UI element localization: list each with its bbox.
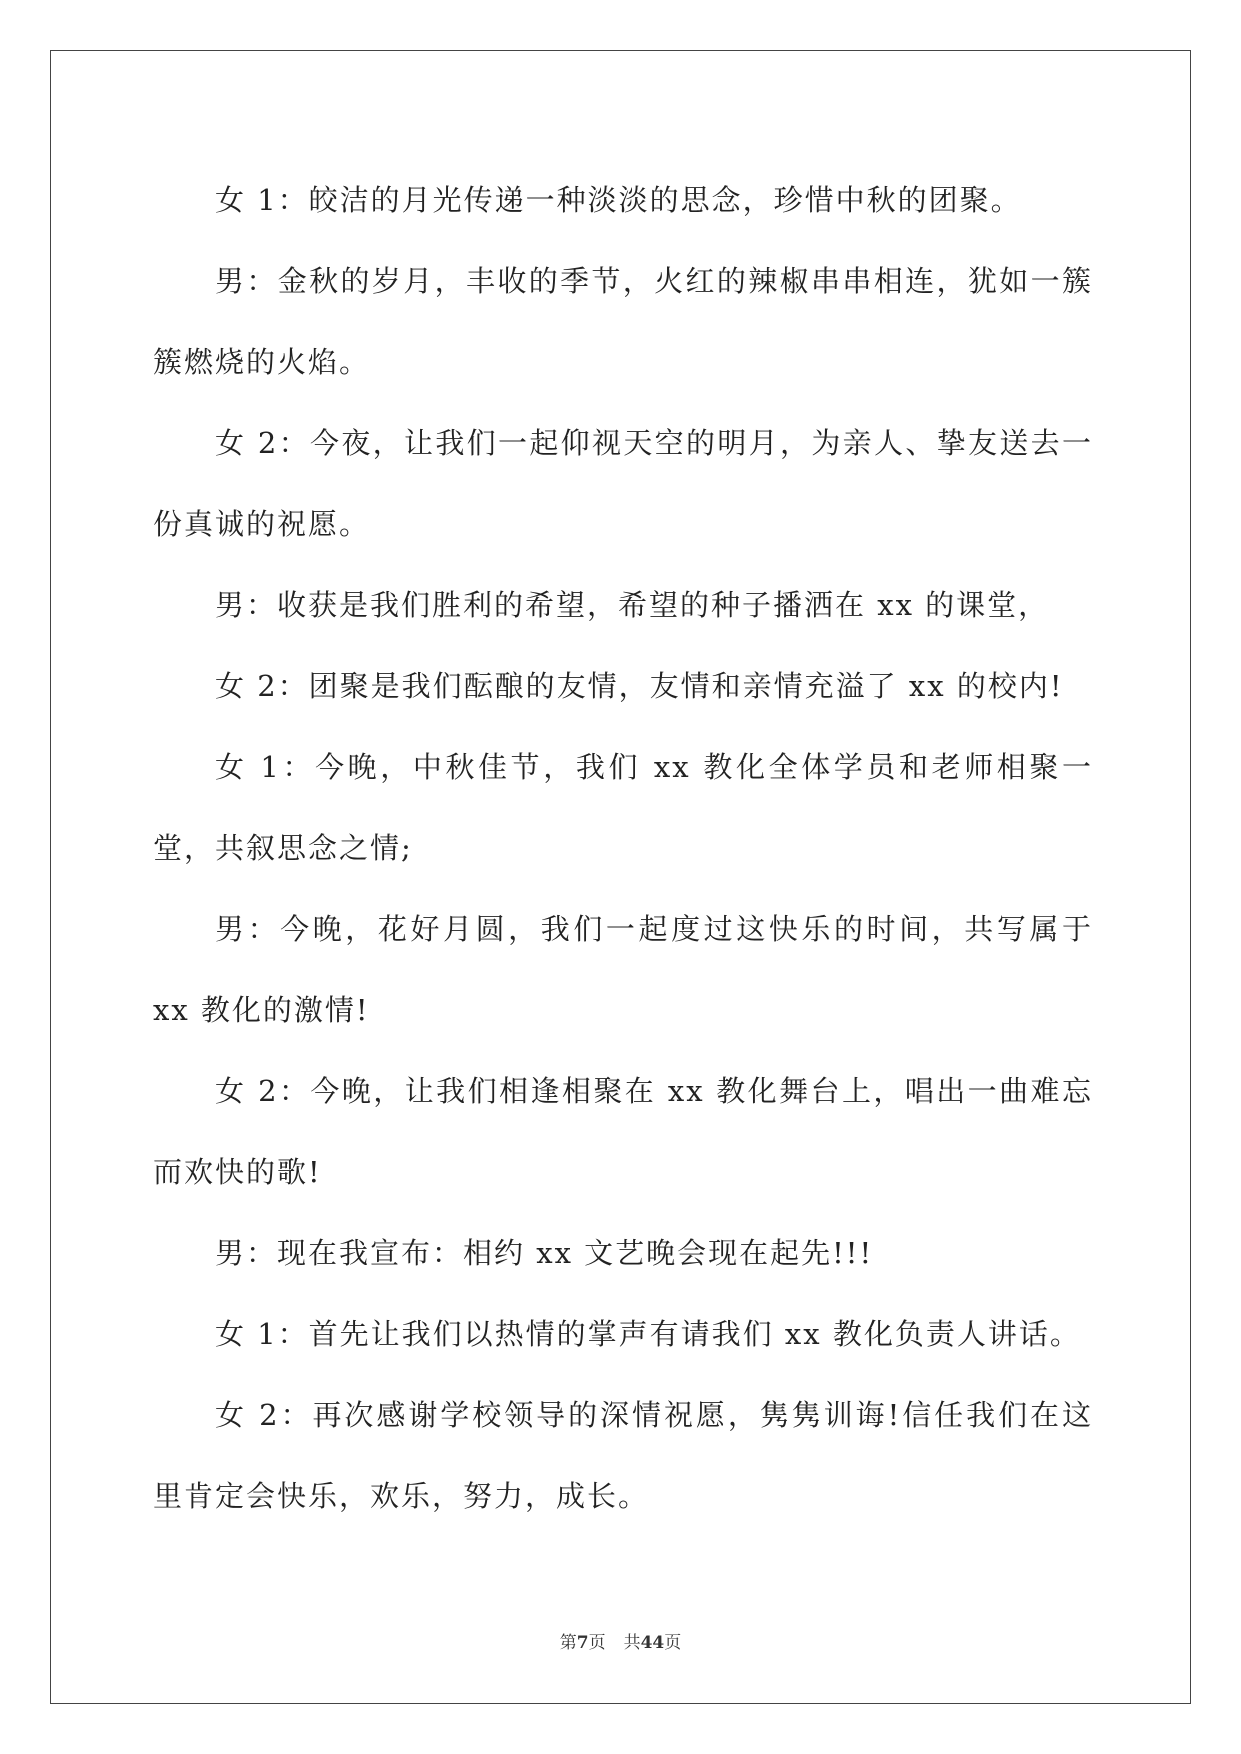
paragraph: 男：今晚，花好月圆，我们一起度过这快乐的时间，共写属于 xx 教化的激情! — [153, 912, 1093, 1027]
paragraph: 男：金秋的岁月，丰收的季节，火红的辣椒串串相连，犹如一簇簇燃烧的火焰。 — [153, 264, 1093, 379]
total-pages: 44 — [640, 1633, 665, 1653]
paragraph: 女 1：今晚，中秋佳节，我们 xx 教化全体学员和老师相聚一堂，共叙思念之情; — [153, 750, 1093, 865]
paragraph: 女 1：皎洁的月光传递一种淡淡的思念，珍惜中秋的团聚。 — [215, 183, 1022, 217]
total-prefix: 共 — [623, 1633, 641, 1653]
paragraph: 男：现在我宣布：相约 xx 文艺晚会现在起先!!! — [215, 1236, 874, 1270]
paragraph: 男：收获是我们胜利的希望，希望的种子播洒在 xx 的课堂， — [215, 588, 1050, 622]
document-body — [153, 160, 1093, 1537]
page-suffix: 页 — [588, 1633, 606, 1653]
paragraph: 女 1：首先让我们以热情的掌声有请我们 xx 教化负责人讲话。 — [215, 1317, 1081, 1351]
paragraph: 女 2：团聚是我们酝酿的友情，友情和亲情充溢了 xx 的校内! — [215, 669, 1064, 703]
paragraph: 女 2：今夜，让我们一起仰视天空的明月，为亲人、挚友送去一份真诚的祝愿。 — [153, 426, 1093, 541]
total-suffix: 页 — [664, 1633, 682, 1653]
paragraph: 女 2：今晚，让我们相逢相聚在 xx 教化舞台上，唱出一曲难忘而欢快的歌! — [153, 1074, 1093, 1189]
page-number: 7 — [576, 1633, 589, 1653]
page-prefix: 第 — [559, 1633, 577, 1653]
page-footer — [0, 1628, 1241, 1653]
paragraph: 女 2：再次感谢学校领导的深情祝愿，隽隽训诲!信任我们在这里肯定会快乐，欢乐，努力，成长。 — [153, 1398, 1093, 1513]
